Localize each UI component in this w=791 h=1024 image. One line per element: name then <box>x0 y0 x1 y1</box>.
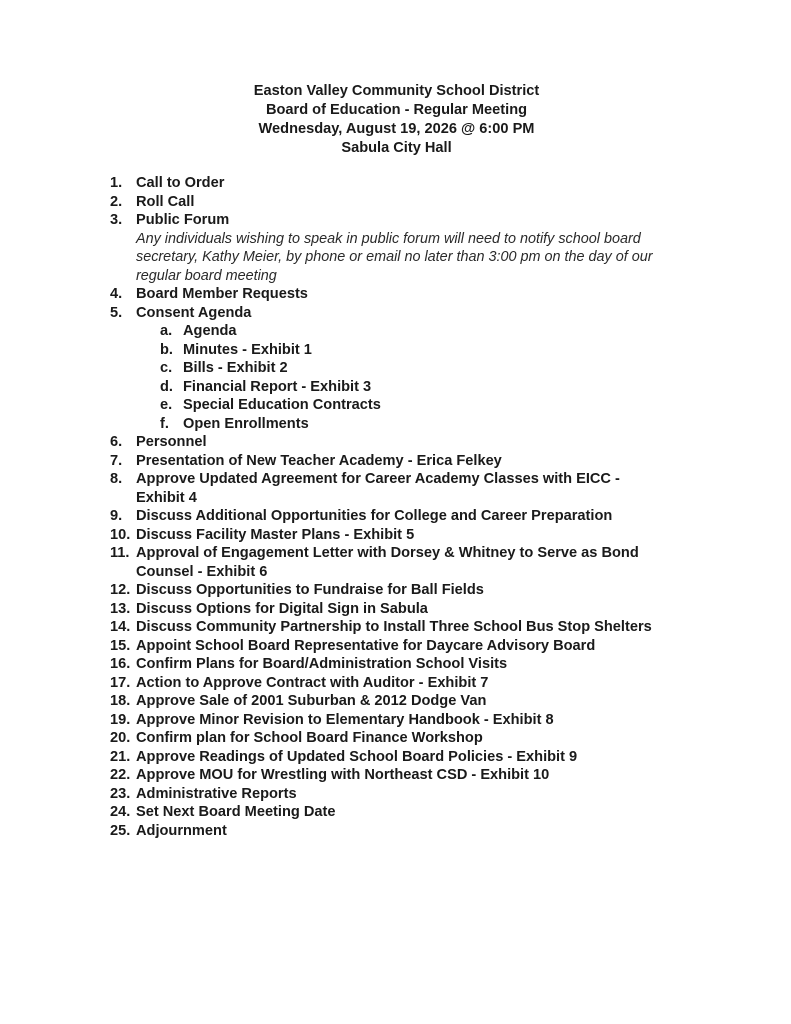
consent-agenda-subitem <box>110 341 770 360</box>
agenda-item <box>110 174 770 193</box>
agenda-item-text: Presentation of New Teacher Academy - Erica Felkey <box>136 452 502 469</box>
agenda-item <box>110 729 770 748</box>
agenda-item <box>110 211 770 230</box>
meeting-title: Board of Education - Regular Meeting <box>265 102 528 118</box>
agenda-item <box>110 692 770 711</box>
agenda-item-number: 19. <box>110 711 131 728</box>
subitem-letter: d. <box>160 378 173 395</box>
agenda-item-number: 16. <box>110 656 131 672</box>
subitem-text: Open Enrollments <box>183 415 309 432</box>
agenda-item-text: Discuss Additional Opportunities for College and Career Preparation <box>136 508 613 524</box>
agenda-item-text: Discuss Community Partnership to Install Three School Bus Stop Shelters <box>136 619 652 635</box>
agenda-item-number: 7. <box>110 452 123 469</box>
agenda-item-number: 15. <box>110 637 131 654</box>
agenda-item-number: 21. <box>110 748 131 765</box>
subitem-text: Minutes - Exhibit 1 <box>183 341 312 358</box>
agenda-item <box>110 674 770 693</box>
agenda-item-number: 3. <box>110 212 123 228</box>
agenda-item-text: Approve Readings of Updated School Board Policies - Exhibit 9 <box>136 748 578 765</box>
consent-agenda-subitem <box>110 396 770 415</box>
consent-agenda-subitem <box>110 322 770 341</box>
agenda-item <box>110 193 770 212</box>
agenda-item-number: 13. <box>110 600 131 617</box>
subitem-letter: a. <box>160 323 173 339</box>
agenda-item <box>110 637 770 656</box>
agenda-item-text: Public Forum <box>136 212 230 228</box>
subitem-text: Special Education Contracts <box>183 397 381 413</box>
agenda-item-text: Approval of Engagement Letter with Dorsey & Whitney to Serve as Bond <box>136 545 639 561</box>
agenda-item-continuation: Exhibit 4 <box>136 489 197 506</box>
agenda-item <box>110 600 770 619</box>
agenda-item-text: Discuss Opportunities to Fundraise for Ball Fields <box>136 582 484 598</box>
subitem-letter: b. <box>160 341 173 358</box>
subitem-letter: f. <box>160 415 169 432</box>
agenda-item-text: Discuss Options for Digital Sign in Sabula <box>136 600 428 617</box>
agenda-item <box>110 433 770 452</box>
consent-agenda-subitem <box>110 359 770 378</box>
agenda-item-number: 4. <box>110 286 123 302</box>
agenda-item-number: 2. <box>110 193 123 210</box>
public-forum-note-line: regular board meeting <box>136 267 277 284</box>
public-forum-note-line: Any individuals wishing to speak in public forum will need to notify school board <box>136 230 641 247</box>
agenda-item-number: 14. <box>110 619 131 635</box>
agenda-item-text: Roll Call <box>136 193 195 210</box>
subitem-text: Agenda <box>183 323 237 339</box>
agenda-item <box>110 544 770 563</box>
agenda-item <box>110 285 770 304</box>
agenda-item-number: 12. <box>110 582 131 598</box>
subitem-text: Bills - Exhibit 2 <box>183 360 288 376</box>
agenda-item-text: Adjournment <box>136 822 227 839</box>
agenda-item-text: Approve MOU for Wrestling with Northeast CSD - Exhibit 10 <box>136 767 550 783</box>
agenda-item <box>110 581 770 600</box>
meeting-date: Wednesday, August 19, 2026 @ 6:00 PM <box>258 121 535 137</box>
agenda-item-number: 25. <box>110 822 131 839</box>
agenda-item-number: 11. <box>110 545 130 561</box>
agenda-item-number: 23. <box>110 785 131 802</box>
agenda-item-text: Discuss Facility Master Plans - Exhibit 5 <box>136 526 415 543</box>
agenda-item-number: 10. <box>110 526 131 543</box>
consent-agenda-subitem <box>110 378 770 397</box>
agenda-item-text: Approve Sale of 2001 Suburban & 2012 Dodge Van <box>136 693 487 709</box>
agenda-item-number: 8. <box>110 471 123 487</box>
subitem-letter: e. <box>160 397 173 413</box>
meeting-location: Sabula City Hall <box>341 140 452 156</box>
agenda-item-text: Action to Approve Contract with Auditor - Exhibit 7 <box>136 674 489 691</box>
agenda-item-number: 9. <box>110 508 123 524</box>
agenda-item-number: 18. <box>110 693 131 709</box>
agenda-item-text: Confirm Plans for Board/Administration School Visits <box>136 656 508 672</box>
agenda-item-text: Set Next Board Meeting Date <box>136 804 336 820</box>
agenda-item <box>110 304 770 323</box>
agenda-item-text: Call to Order <box>136 175 225 191</box>
agenda-item-text: Approve Minor Revision to Elementary Handbook - Exhibit 8 <box>136 711 554 728</box>
agenda-item <box>110 711 770 730</box>
subitem-letter: c. <box>160 360 173 376</box>
agenda-item-number: 6. <box>110 434 123 450</box>
district-name: Easton Valley Community School District <box>253 83 540 99</box>
agenda-item-text: Consent Agenda <box>136 304 252 321</box>
agenda-item <box>110 822 770 841</box>
agenda-item-text: Board Member Requests <box>136 286 308 302</box>
subitem-text: Financial Report - Exhibit 3 <box>183 378 372 395</box>
agenda-item-text: Personnel <box>136 434 207 450</box>
agenda-item <box>110 618 770 637</box>
agenda-item <box>110 766 770 785</box>
agenda-item <box>110 803 770 822</box>
agenda-item-number: 5. <box>110 304 123 321</box>
agenda-item <box>110 507 770 526</box>
agenda-item-number: 22. <box>110 767 131 783</box>
public-forum-note-line: secretary, Kathy Meier, by phone or email no later than 3:00 pm on the day of our <box>136 249 653 265</box>
agenda-item-number: 24. <box>110 804 131 820</box>
agenda-item <box>110 526 770 545</box>
agenda-item <box>110 785 770 804</box>
agenda-item <box>110 470 770 489</box>
consent-agenda-subitem <box>110 415 770 434</box>
agenda-item <box>110 452 770 471</box>
agenda-list <box>110 174 770 840</box>
agenda-item-text: Appoint School Board Representative for Daycare Advisory Board <box>136 637 596 654</box>
agenda-item-number: 20. <box>110 730 131 746</box>
agenda-item-text: Confirm plan for School Board Finance Workshop <box>136 730 483 746</box>
agenda-item-number: 17. <box>110 674 131 691</box>
agenda-item-number: 1. <box>110 175 123 191</box>
document-header <box>0 82 791 158</box>
agenda-item-continuation: Counsel - Exhibit 6 <box>136 563 268 580</box>
agenda-item <box>110 655 770 674</box>
agenda-item-text: Administrative Reports <box>136 785 297 802</box>
agenda-item <box>110 748 770 767</box>
agenda-item-text: Approve Updated Agreement for Career Academy Classes with EICC - <box>136 471 620 487</box>
